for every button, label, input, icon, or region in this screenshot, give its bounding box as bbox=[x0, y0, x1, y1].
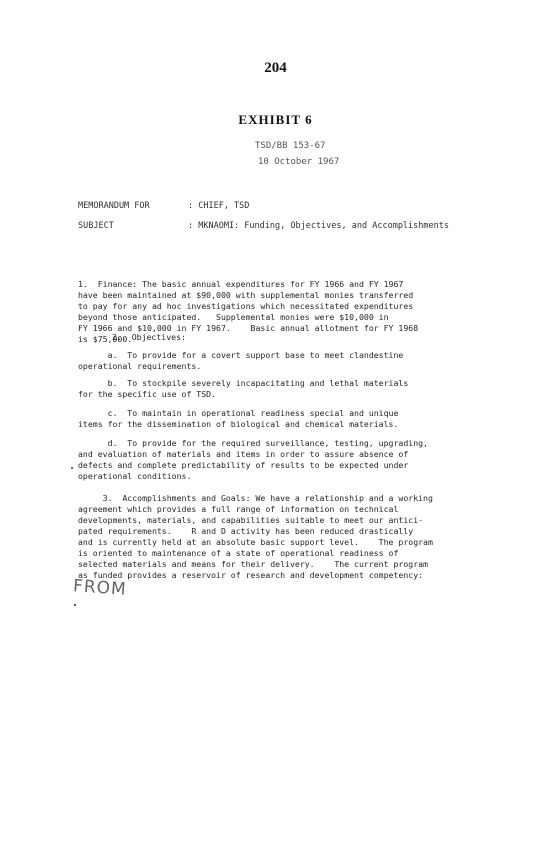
paragraph-finance: 1. Finance: The basic annual expenditures for FY 1966 and FY 1967 have been maintained at $90,000 with supplemental monies transferred to pay for any ad hoc investigations which necessitated expenditures beyond those anticipated. Supplemental monies were $10,000 in FY 1966 and $10,000 in FY 1967. Basic annual allotment for FY 1968 is $75,000. bbox=[78, 279, 419, 344]
page-number: 204 bbox=[264, 60, 287, 76]
objective-d: d. To provide for the required surveillance, testing, upgrading, and evaluation of materials and items in order to assure absence of defects and complete predictability of results to be expected under operational conditions. bbox=[78, 438, 428, 481]
objective-c: c. To maintain in operational readiness special and unique items for the dissemination of biological and chemical materials. bbox=[78, 408, 399, 429]
memo-subject-value: : MKNAOMI: Funding, Objectives, and Accomplishments bbox=[188, 221, 449, 231]
handwritten-annotation: FROM bbox=[72, 576, 128, 600]
memo-subject-label: SUBJECT bbox=[78, 221, 114, 231]
scan-speck bbox=[71, 467, 73, 469]
exhibit-title: EXHIBIT 6 bbox=[238, 112, 313, 127]
memo-for-line bbox=[78, 201, 249, 211]
paragraph-objectives-heading: 2. Objectives: bbox=[112, 332, 186, 342]
scan-speck bbox=[74, 604, 76, 606]
objective-a: a. To provide for a covert support base to meet clandestine operational requirements. bbox=[78, 350, 404, 371]
document-reference: TSD/BB 153-67 bbox=[255, 141, 326, 151]
objective-b: b. To stockpile severely incapacitating and lethal materials for the specific use of TSD. bbox=[78, 378, 409, 399]
memo-for-label: MEMORANDUM FOR bbox=[78, 201, 150, 211]
memo-subject-line bbox=[78, 221, 449, 231]
document-date: 10 October 1967 bbox=[258, 157, 340, 167]
paragraph-accomplishments: 3. Accomplishments and Goals: We have a relationship and a working agreement which provides a full range of information on technical developments, materials, and capabilities suitable to meet our antici- pated requirements. R and D activity has been reduced drastically and is currently held at an absolute basic support level. The program is oriented to maintenance of a state of operational readiness of selected materials and means for their delivery. The current program as funded provides a reservoir of research and development competency: bbox=[78, 493, 433, 580]
memo-for-value: : CHIEF, TSD bbox=[188, 201, 250, 211]
